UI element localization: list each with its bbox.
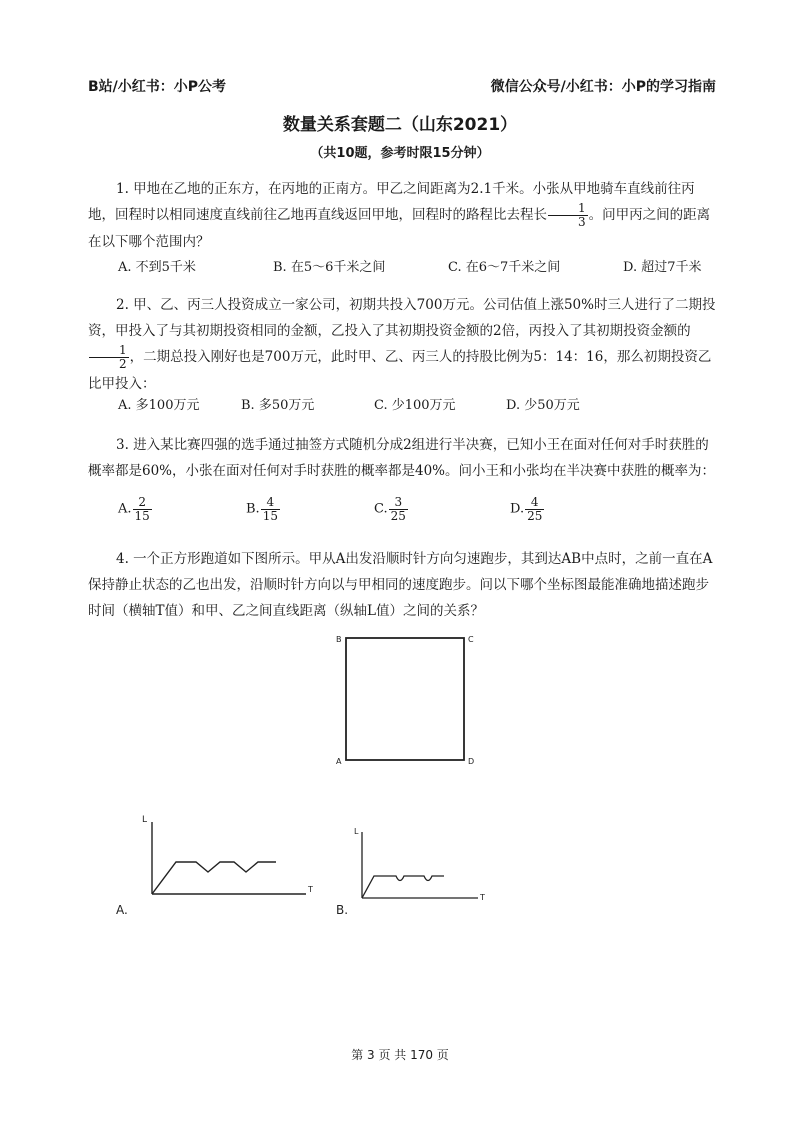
page-footer: 第 3 页 共 170 页 <box>351 1048 449 1062</box>
question-4: 4. 一个正方形跑道如下图所示。甲从A出发沿顺时针方向匀速跑步，其到达AB中点时，之前一直在A保持静止状态的乙也出发，沿顺时针方向以与甲相同的速度跑步。问以下哪个坐标图最能准确地描述跑步时间（横轴T值）和甲、乙之间直线距离（纵轴L值）之间的关系？ <box>88 551 713 619</box>
question-1-text-a: 1. 甲地在乙地的正东方，在丙地的正南方。甲乙之间距离为2.1千米。小张从甲地骑车直线前往丙地，回程时以相同速度直线前往乙地再直线返回甲地，回程时的路程比去程长 <box>88 181 695 223</box>
question-3: 3. 进入某比赛四强的选手通过抽签方式随机分成2组进行半决赛，已知小王在面对任何对手时获胜的概率都是60%，小张在面对任何对手时获胜的概率都是40%。问小王和小张均在半决赛中获胜的概率为： <box>88 437 716 479</box>
graph-b-curve <box>362 876 444 898</box>
graph-option-b <box>332 820 502 920</box>
option-d <box>510 496 545 522</box>
header-right: 微信公众号/小红书：小P的学习指南 <box>490 79 716 95</box>
vertex-b-label: B <box>336 635 342 644</box>
page-title: 数量关系套题二（山东2021） <box>282 115 518 135</box>
option-fraction <box>389 496 408 522</box>
y-axis-label: L <box>142 815 148 825</box>
question-2-text-a: 2. 甲、乙、丙三人投资成立一家公司，初期共投入700万元。公司估值上涨50%时三人进行了二期投资，甲投入了与其初期投资相同的金额，乙投入了其初期投资金额的2倍，丙投入了其初期投资金额的 <box>88 297 716 339</box>
fraction-denominator: 25 <box>390 508 406 523</box>
option-label: A. <box>118 501 132 517</box>
question-2 <box>88 292 716 397</box>
fraction-denominator: 2 <box>119 357 127 371</box>
option-a: A. 多100万元 <box>118 398 200 413</box>
question-1-fraction <box>548 202 588 228</box>
graph-option-label: B. <box>336 903 349 917</box>
option-d: D. 少50万元 <box>506 398 580 413</box>
fraction-denominator: 15 <box>134 508 150 523</box>
option-fraction <box>133 496 152 522</box>
square-track-figure <box>330 628 490 768</box>
option-a: A. 不到5千米 <box>118 260 196 275</box>
vertex-c-label: C <box>468 635 474 644</box>
fraction-numerator: 1 <box>548 202 588 216</box>
option-label: C. <box>374 501 388 517</box>
fraction-numerator: 1 <box>89 344 129 358</box>
option-b: B. 多50万元 <box>241 398 315 413</box>
question-2-fraction <box>89 344 129 370</box>
vertex-d-label: D <box>468 757 475 766</box>
option-b <box>246 496 281 522</box>
fraction-denominator: 15 <box>262 508 278 523</box>
graph-option-label: A. <box>116 903 128 917</box>
option-label: B. <box>246 501 260 517</box>
x-axis-label: T <box>480 893 485 902</box>
option-b: B. 在5～6千米之间 <box>273 260 386 275</box>
fraction-denominator: 25 <box>527 508 543 523</box>
fraction-numerator: 4 <box>261 496 280 510</box>
fraction-denominator: 3 <box>578 215 586 229</box>
question-1-text-b: 。问甲丙之间的距离在以下哪个范围内？ <box>88 207 711 250</box>
option-c: C. 少100万元 <box>374 398 456 413</box>
option-fraction <box>261 496 280 522</box>
x-axis-label: T <box>308 885 313 894</box>
vertex-a-label: A <box>336 757 342 766</box>
graph-option-a <box>110 808 325 920</box>
option-c <box>374 496 409 522</box>
graph-a-curve <box>152 862 276 894</box>
square-track <box>346 638 464 760</box>
fraction-numerator: 4 <box>525 496 544 510</box>
option-fraction <box>525 496 544 522</box>
header-left: B站/小红书：小P公考 <box>88 79 227 95</box>
option-c: C. 在6～7千米之间 <box>448 260 561 275</box>
option-label: D. <box>510 501 525 517</box>
question-1 <box>88 176 716 255</box>
option-d: D. 超过7千米 <box>623 260 702 275</box>
question-2-text-b: ，二期总投入刚好也是700万元，此时甲、乙、丙三人的持股比例为5：14：16，那么初期投资乙比甲投入： <box>88 349 712 392</box>
page-subtitle: （共10题，参考时限15分钟） <box>310 146 490 161</box>
fraction-numerator: 2 <box>133 496 152 510</box>
y-axis-label: L <box>354 827 359 836</box>
fraction-numerator: 3 <box>389 496 408 510</box>
option-a <box>118 496 153 522</box>
